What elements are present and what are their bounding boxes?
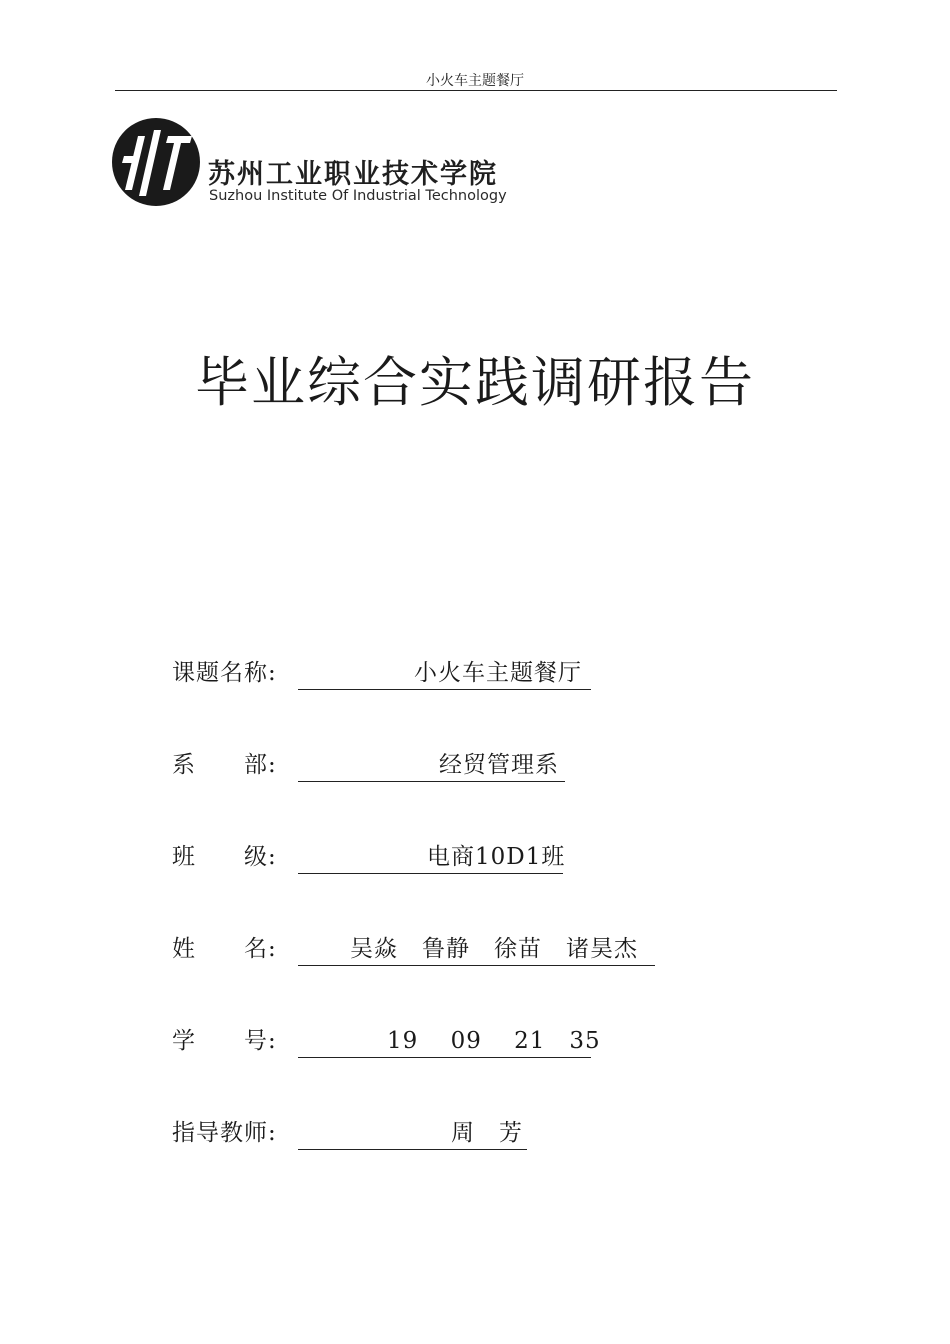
class-row (172, 839, 732, 879)
topic-value (298, 655, 591, 690)
topic-label: 课题名称: (172, 660, 277, 686)
names-value (298, 931, 655, 966)
student-no-value (298, 1023, 601, 1058)
advisor-label: 指导教师: (172, 1120, 277, 1146)
student-no-row (172, 1023, 732, 1063)
names-text: 吴焱 鲁静 徐苗 诸昊杰 (350, 936, 638, 962)
advisor-row (172, 1115, 732, 1155)
class-label: 班 级: (172, 844, 277, 870)
running-header: 小火车主题餐厅 (426, 73, 524, 89)
header-rule (115, 90, 837, 91)
student-no-label: 学 号: (172, 1028, 277, 1054)
school-emblem-icon (110, 116, 202, 208)
department-row (172, 747, 732, 787)
document-title: 毕业综合实践调研报告 (195, 351, 755, 414)
school-name-cn: 苏州工业职业技术学院 (208, 159, 498, 190)
department-value (298, 747, 565, 782)
department-label: 系 部: (172, 752, 277, 778)
department-text: 经贸管理系 (439, 752, 559, 778)
school-name-en: Suzhou Institute Of Industrial Technology (209, 188, 507, 204)
topic-row (172, 655, 732, 695)
school-logo (110, 116, 530, 211)
advisor-text: 周 芳 (451, 1120, 523, 1146)
names-label: 姓 名: (172, 936, 277, 962)
class-value (298, 839, 566, 874)
advisor-value (298, 1115, 527, 1150)
topic-text: 小火车主题餐厅 (414, 660, 582, 686)
names-row (172, 931, 732, 971)
class-text: 电商10D1班 (427, 844, 566, 870)
student-no-text: 19 09 21 35 (387, 1028, 601, 1054)
